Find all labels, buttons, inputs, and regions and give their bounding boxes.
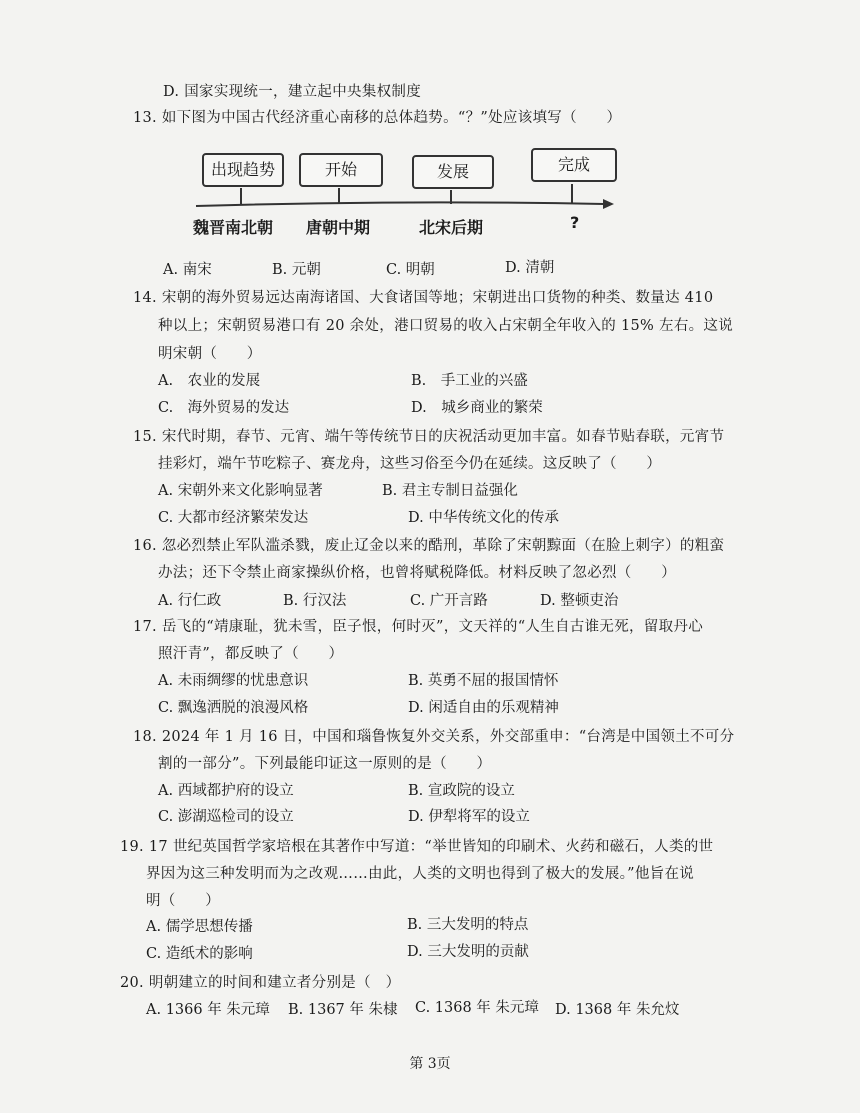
q16-option-b: B. 行汉法 <box>283 593 347 609</box>
q19-stem-line2: 界因为这三种发明而为之改观……由此，人类的文明也得到了极大的发展。”他旨在说 <box>146 866 695 882</box>
flow-period-3: 北宋后期 <box>419 218 484 237</box>
q18-option-a: A. 西域都护府的设立 <box>158 783 294 799</box>
flow-period-4: ? <box>570 213 580 232</box>
flow-period-1: 魏晋南北朝 <box>193 218 274 237</box>
q17-stem-line1: 17. 岳飞的“靖康耻，犹未雪，臣子恨，何时灭”，文天祥的“人生自古谁无死，留取丹心 <box>133 619 704 635</box>
q20-stem: 20. 明朝建立的时间和建立者分别是（ ） <box>120 975 401 991</box>
flow-box-3: 发展 <box>412 155 494 189</box>
q19-option-c: C. 造纸术的影响 <box>146 946 253 962</box>
q17-option-d: D. 闲适自由的乐观精神 <box>408 700 559 716</box>
q16-option-d: D. 整顿吏治 <box>540 593 619 609</box>
q18-stem-line2: 割的一部分”。下列最能印证这一原则的是（ ） <box>158 756 492 772</box>
q15-stem-line1: 15. 宋代时期，春节、元宵、端午等传统节日的庆祝活动更加丰富。如春节贴春联，元宵节 <box>133 429 725 445</box>
q13-option-a: A. 南宋 <box>163 262 212 278</box>
flow-period-2: 唐朝中期 <box>306 218 371 237</box>
q14-stem-line2: 种以上；宋朝贸易港口有 20 余处，港口贸易的收入占宋朝全年收入的 15% 左右。这说 <box>158 318 734 334</box>
q16-stem-line2: 办法；还下令禁止商家操纵价格，也曾将赋税降低。材料反映了忽必烈（ ） <box>158 565 676 581</box>
flow-connectors <box>0 170 860 250</box>
flow-box-4: 完成 <box>531 148 617 182</box>
q19-option-d: D. 三大发明的贡献 <box>407 944 529 960</box>
q15-option-b: B. 君主专制日益强化 <box>382 483 518 499</box>
q20-option-b: B. 1367 年 朱棣 <box>288 1002 398 1018</box>
q14-option-c: C. 海外贸易的发达 <box>158 400 290 416</box>
q17-option-a: A. 未雨绸缪的忧患意识 <box>158 673 309 689</box>
q15-option-d: D. 中华传统文化的传承 <box>408 510 559 526</box>
q18-option-c: C. 澎湖巡检司的设立 <box>158 809 294 825</box>
q19-option-a: A. 儒学思想传播 <box>146 919 253 935</box>
q12-option-d: D. 国家实现统一，建立起中央集权制度 <box>163 84 422 100</box>
q14-option-b: B. 手工业的兴盛 <box>411 373 528 389</box>
flow-box-2: 开始 <box>299 153 383 187</box>
q19-stem-line1: 19. 17 世纪英国哲学家培根在其著作中写道：“举世皆知的印刷术、火药和磁石，人类的世 <box>120 839 714 855</box>
q14-stem-line3: 明宋朝（ ） <box>158 346 262 362</box>
q13-option-c: C. 明朝 <box>386 262 435 278</box>
q13-option-b: B. 元朝 <box>272 262 321 278</box>
q17-stem-line2: 照汗青”，都反映了（ ） <box>158 646 344 662</box>
q18-option-d: D. 伊犁将军的设立 <box>408 809 530 825</box>
flow-box-1: 出现趋势 <box>202 153 284 187</box>
q18-option-b: B. 宣政院的设立 <box>408 783 515 799</box>
q20-option-d: D. 1368 年 朱允炆 <box>555 1002 680 1018</box>
q16-option-a: A. 行仁政 <box>158 593 222 609</box>
q14-option-a: A. 农业的发展 <box>158 373 261 389</box>
q19-option-b: B. 三大发明的特点 <box>407 917 529 933</box>
q15-option-c: C. 大都市经济繁荣发达 <box>158 510 309 526</box>
q18-stem-line1: 18. 2024 年 1 月 16 日，中国和瑙鲁恢复外交关系，外交部重申：“台湾是中国领土不可分 <box>133 729 735 745</box>
q17-option-b: B. 英勇不屈的报国情怀 <box>408 673 559 689</box>
q16-option-c: C. 广开言路 <box>410 593 488 609</box>
q16-stem-line1: 16. 忽必烈禁止军队滥杀戮，废止辽金以来的酷刑，革除了宋朝黥面（在脸上刺字）的粗蛮 <box>133 538 725 554</box>
q20-option-a: A. 1366 年 朱元璋 <box>146 1002 270 1018</box>
q13-stem: 13. 如下图为中国古代经济重心南移的总体趋势。“？”处应该填写（ ） <box>133 110 622 126</box>
q15-stem-line2: 挂彩灯，端午节吃粽子、赛龙舟，这些习俗至今仍在延续。这反映了（ ） <box>158 456 662 472</box>
page-number: 第 3页 <box>409 1056 451 1072</box>
q13-option-d: D. 清朝 <box>505 260 555 276</box>
q15-option-a: A. 宋朝外来文化影响显著 <box>158 483 323 499</box>
q14-option-d: D. 城乡商业的繁荣 <box>411 400 543 416</box>
q17-option-c: C. 飘逸洒脱的浪漫风格 <box>158 700 309 716</box>
q20-option-c: C. 1368 年 朱元璋 <box>415 1000 539 1016</box>
q14-stem-line1: 14. 宋朝的海外贸易远达南海诸国、大食诸国等地；宋朝进出口货物的种类、数量达 410 <box>133 290 714 306</box>
q19-stem-line3: 明（ ） <box>146 893 220 909</box>
